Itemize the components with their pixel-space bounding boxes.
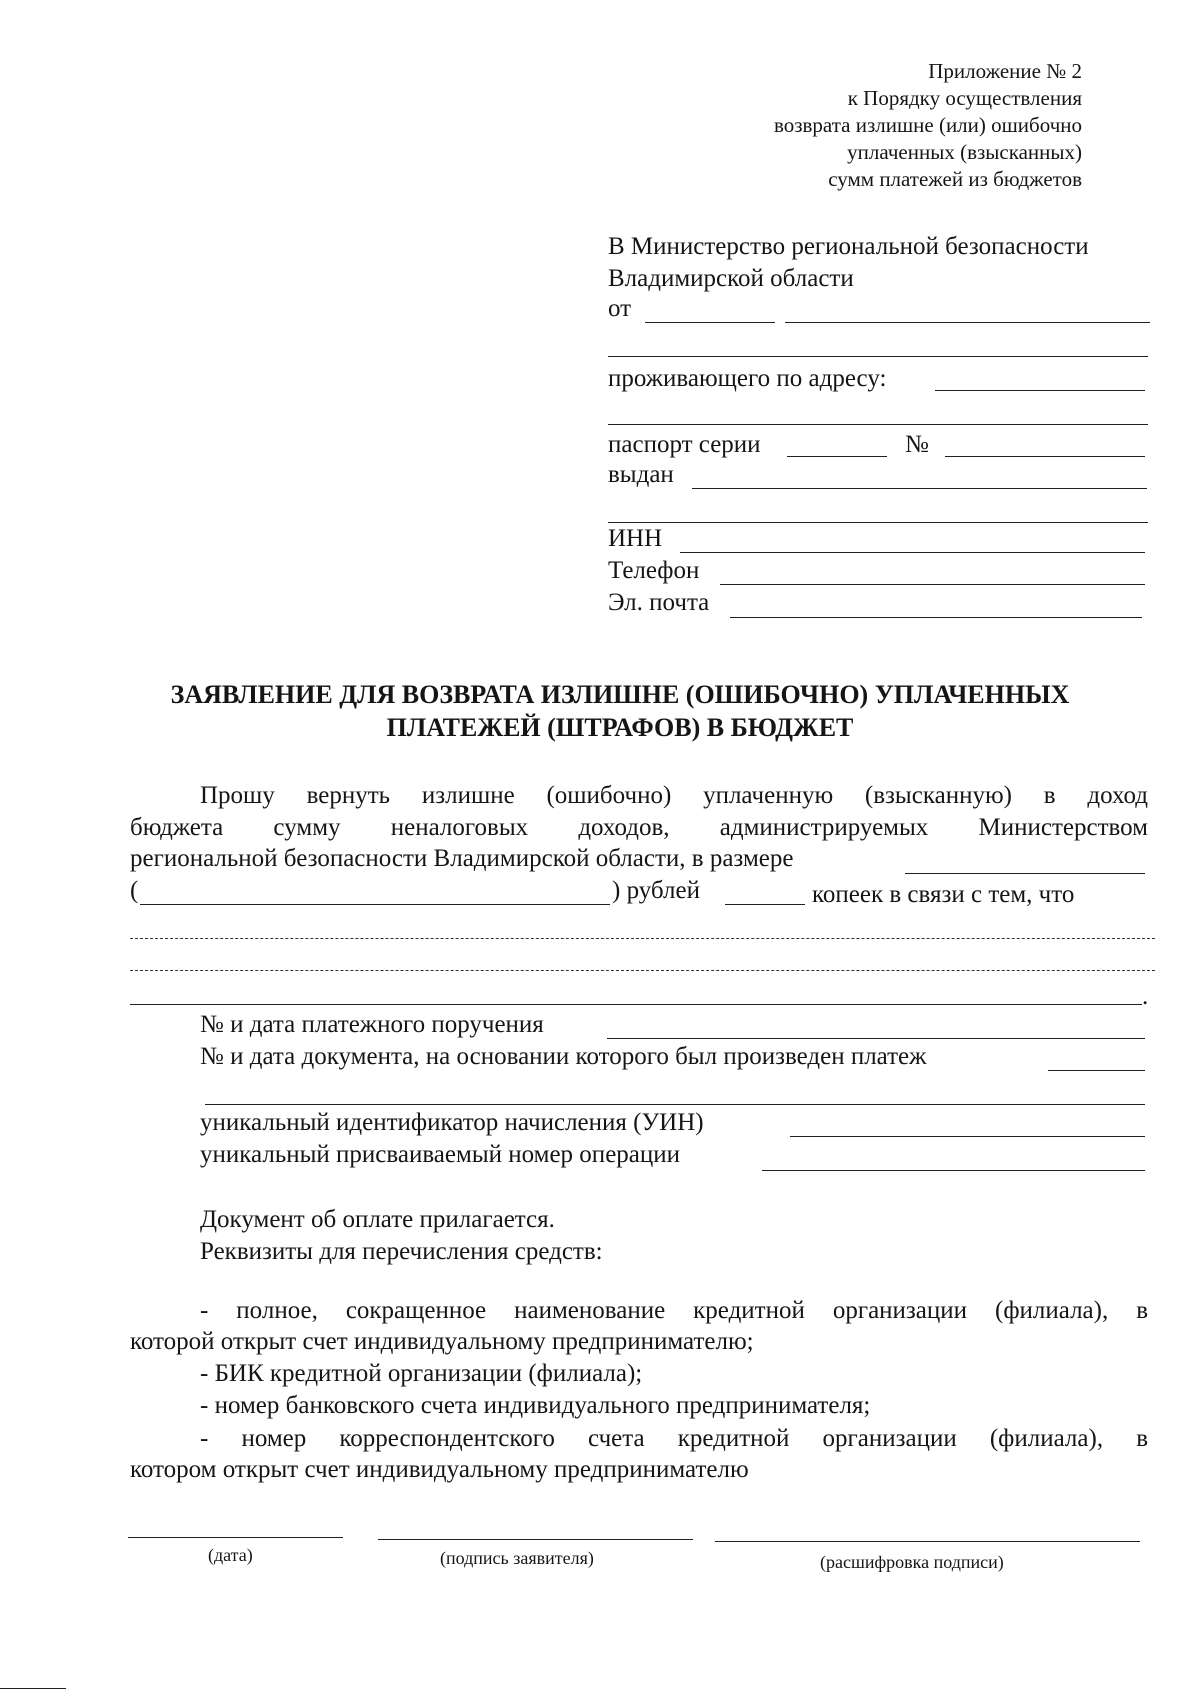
attached-note: Документ об оплате прилагается. xyxy=(200,1206,555,1233)
signature-decoding-field[interactable] xyxy=(715,1541,1140,1542)
reason-period: . xyxy=(1142,983,1149,1010)
rubles-label: ) рублей xyxy=(612,877,700,904)
request-line1: Прошу вернуть излишне (ошибочно) уплаченную (взысканную) в доход xyxy=(200,782,1148,809)
passport-series-label: паспорт серии xyxy=(608,431,761,458)
amount-field[interactable] xyxy=(905,873,1145,874)
payment-order-field[interactable] xyxy=(607,1038,1145,1039)
issued-label: выдан xyxy=(608,461,674,488)
requisite-item4-line1: - номер корреспондентского счета кредитной организации (филиала), в xyxy=(200,1425,1148,1452)
page-edge-rule xyxy=(0,1688,66,1689)
requisite-item4-line2: котором открыт счет индивидуальному предпринимателю xyxy=(130,1456,749,1483)
requisite-item1-line1: - полное, сокращенное наименование кредитной организации (филиала), в xyxy=(200,1297,1148,1324)
appendix-line: Приложение № 2 xyxy=(928,59,1082,83)
kopecks-label: копеек в связи с тем, что xyxy=(812,881,1075,908)
email-label: Эл. почта xyxy=(608,589,710,616)
operation-number-label: уникальный присваиваемый номер операции xyxy=(200,1141,681,1168)
uin-field[interactable] xyxy=(790,1136,1145,1137)
email-field[interactable] xyxy=(730,617,1142,618)
signature-field[interactable] xyxy=(378,1539,693,1540)
inn-field[interactable] xyxy=(680,552,1145,553)
decoding-caption: (расшифровка подписи) xyxy=(820,1552,1004,1572)
issued-field-continued[interactable] xyxy=(608,522,1148,523)
addressee-line2: Владимирской области xyxy=(608,265,854,292)
request-line3: региональной безопасности Владимирской области, в размере xyxy=(130,845,794,872)
date-field[interactable] xyxy=(128,1537,343,1538)
phone-label: Телефон xyxy=(608,557,700,584)
phone-field[interactable] xyxy=(720,584,1145,585)
title-line1: ЗАЯВЛЕНИЕ ДЛЯ ВОЗВРАТА ИЗЛИШНЕ (ОШИБОЧНО) УПЛАЧЕННЫХ xyxy=(170,680,1070,709)
date-caption: (дата) xyxy=(208,1545,253,1565)
from-field-short[interactable] xyxy=(645,322,775,323)
appendix-line: уплаченных (взысканных) xyxy=(847,140,1082,164)
issued-field[interactable] xyxy=(692,488,1147,489)
requisite-item1-line2: которой открыт счет индивидуальному предпринимателю; xyxy=(130,1328,754,1355)
reason-line-3[interactable] xyxy=(130,1004,1142,1005)
address-field[interactable] xyxy=(935,390,1145,391)
kopecks-field[interactable] xyxy=(725,904,805,905)
document-title xyxy=(120,678,1120,744)
passport-number-sign: № xyxy=(905,431,929,458)
signature-caption: (подпись заявителя) xyxy=(440,1548,594,1568)
document-basis-field[interactable] xyxy=(1048,1070,1145,1071)
appendix-note xyxy=(562,58,1082,193)
addressee-line1: В Министерство региональной безопасности xyxy=(608,233,1089,260)
document-basis-field-continued[interactable] xyxy=(205,1104,1145,1105)
passport-number-field[interactable] xyxy=(945,456,1145,457)
address-field-continued[interactable] xyxy=(608,424,1148,425)
requisite-item3: - номер банковского счета индивидуального предпринимателя; xyxy=(200,1392,871,1419)
title-line2: ПЛАТЕЖЕЙ (ШТРАФОВ) В БЮДЖЕТ xyxy=(386,713,854,742)
payment-order-label: № и дата платежного поручения xyxy=(200,1011,544,1038)
request-line2: бюджета сумму неналоговых доходов, администрируемых Министерством xyxy=(130,814,1148,841)
passport-series-field[interactable] xyxy=(787,456,887,457)
operation-number-field[interactable] xyxy=(762,1170,1145,1171)
from-field-continued[interactable] xyxy=(608,356,1148,357)
appendix-line: к Порядку осуществления xyxy=(847,86,1082,110)
uin-label: уникальный идентификатор начисления (УИН) xyxy=(200,1109,704,1136)
inn-label: ИНН xyxy=(608,525,663,552)
amount-in-words-field[interactable] xyxy=(140,904,610,905)
document-basis-label: № и дата документа, на основании которого был произведен платеж xyxy=(200,1043,927,1070)
from-field-name[interactable] xyxy=(785,322,1150,323)
from-label: от xyxy=(608,295,632,322)
requisite-item2: - БИК кредитной организации (филиала); xyxy=(200,1360,643,1387)
appendix-line: сумм платежей из бюджетов xyxy=(828,167,1082,191)
requisites-heading: Реквизиты для перечисления средств: xyxy=(200,1238,603,1265)
reason-line-1[interactable] xyxy=(130,938,1155,939)
open-paren: ( xyxy=(130,877,139,904)
reason-line-2[interactable] xyxy=(130,970,1155,971)
residing-label: проживающего по адресу: xyxy=(608,365,887,392)
appendix-line: возврата излишне (или) ошибочно xyxy=(773,113,1082,137)
